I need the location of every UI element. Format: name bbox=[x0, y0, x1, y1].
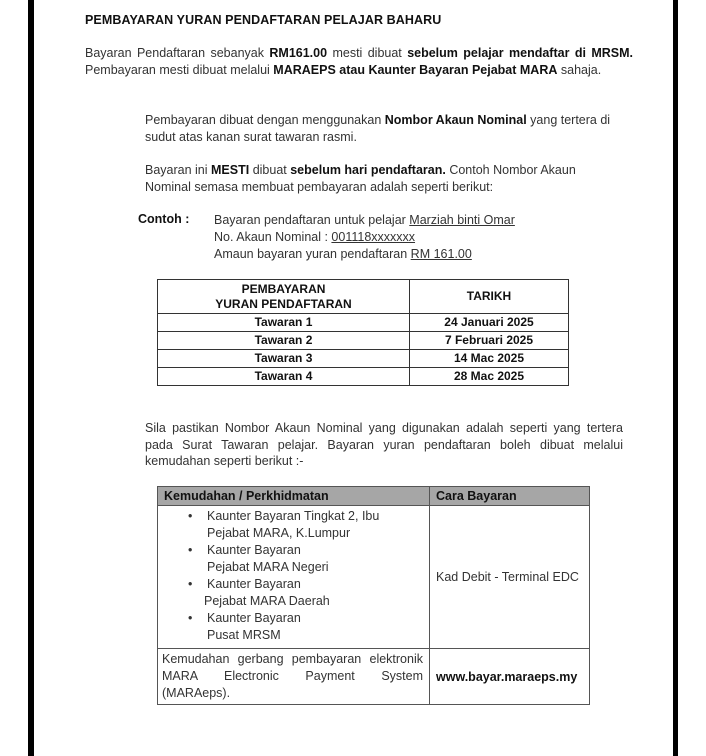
right-border-bar bbox=[673, 0, 678, 756]
example-text: No. Akaun Nominal : bbox=[214, 230, 332, 244]
date-cell: 24 Januari 2025 bbox=[410, 314, 569, 332]
paragraph-text: Pembayaran dibuat dengan menggunakan bbox=[145, 113, 385, 127]
header-text: YURAN PENDAFTARAN bbox=[215, 296, 352, 311]
payment-schedule-table bbox=[157, 279, 569, 386]
example-text: Amaun bayaran yuran pendaftaran bbox=[214, 247, 411, 261]
confirm-paragraph: Sila pastikan Nombor Akaun Nominal yang digunakan adalah seperti yang tertera pada Surat Tawaran pelajar. Bayaran yuran pendaftaran boleh dibuat melalui kemudahan seperti berikut :- bbox=[145, 421, 623, 468]
paragraph-emphasis: sebelum hari pendaftaran. bbox=[290, 163, 446, 177]
table-header-row bbox=[158, 280, 569, 314]
table-row bbox=[158, 649, 590, 705]
counters-cell bbox=[158, 506, 430, 649]
intro-paragraph bbox=[85, 45, 633, 78]
offer-cell: Tawaran 3 bbox=[158, 350, 410, 368]
table-row bbox=[158, 506, 590, 649]
counter-list bbox=[158, 506, 429, 648]
intro-text: mesti dibuat bbox=[327, 46, 408, 60]
date-cell: 14 Mac 2025 bbox=[410, 350, 569, 368]
paragraph-text: dibuat bbox=[249, 163, 291, 177]
table-row bbox=[158, 350, 569, 368]
bullet-icon: • bbox=[188, 577, 193, 591]
example-student-name: Marziah binti Omar bbox=[409, 213, 515, 227]
header-method: Cara Bayaran bbox=[430, 487, 590, 506]
bullet-icon: • bbox=[188, 611, 193, 625]
counter-location: Pejabat MARA, K.Lumpur bbox=[207, 526, 351, 540]
example-text: Bayaran pendaftaran untuk pelajar bbox=[214, 213, 410, 227]
list-item bbox=[158, 576, 429, 610]
offer-cell: Tawaran 2 bbox=[158, 332, 410, 350]
payment-facilities-table bbox=[157, 486, 590, 705]
counter-name: Kaunter Bayaran bbox=[207, 577, 301, 591]
date-cell: 28 Mac 2025 bbox=[410, 368, 569, 386]
intro-emphasis: sebelum pelajar mendaftar di MRSM. bbox=[407, 46, 633, 60]
deadline-paragraph bbox=[145, 162, 623, 195]
counter-method-cell: Kad Debit - Terminal EDC bbox=[430, 506, 590, 649]
paragraph-text: Bayaran ini bbox=[145, 163, 212, 177]
bullet-icon: • bbox=[188, 509, 193, 523]
nominal-account-paragraph bbox=[145, 112, 623, 145]
example-block bbox=[214, 212, 515, 263]
header-date: TARIKH bbox=[410, 280, 569, 314]
example-line-account bbox=[214, 229, 515, 246]
header-payment bbox=[158, 280, 410, 314]
list-item bbox=[158, 610, 429, 644]
table-row bbox=[158, 332, 569, 350]
table-row bbox=[158, 368, 569, 386]
counter-name: Kaunter Bayaran bbox=[207, 611, 301, 625]
header-text: PEMBAYARAN bbox=[241, 281, 326, 296]
paragraph-text: Contoh Nombor Akaun Nominal semasa membuat pembayaran adalah seperti berikut: bbox=[145, 163, 576, 194]
offer-cell: Tawaran 4 bbox=[158, 368, 410, 386]
left-border-bar bbox=[28, 0, 34, 756]
paragraph-emphasis: MESTI bbox=[211, 163, 250, 177]
counter-location: Pejabat MARA Daerah bbox=[204, 594, 330, 608]
counter-location: Pejabat MARA Negeri bbox=[207, 560, 329, 574]
counter-location: Pusat MRSM bbox=[207, 628, 281, 642]
table-row bbox=[158, 314, 569, 332]
example-amount: RM 161.00 bbox=[410, 247, 472, 261]
counter-name: Kaunter Bayaran Tingkat 2, Ibu bbox=[207, 509, 380, 523]
date-cell: 7 Februari 2025 bbox=[410, 332, 569, 350]
example-line-student bbox=[214, 212, 515, 229]
table-header-row bbox=[158, 487, 590, 506]
eps-url-link[interactable]: www.bayar.maraeps.my bbox=[430, 649, 590, 705]
document-title: PEMBAYARAN YURAN PENDAFTARAN PELAJAR BAHARU bbox=[85, 13, 442, 27]
intro-text: Bayaran Pendaftaran sebanyak bbox=[85, 46, 270, 60]
paragraph-text: yang tertera di sudut atas kanan surat tawaran rasmi. bbox=[145, 113, 611, 144]
example-account-number: 001118xxxxxxx bbox=[331, 230, 416, 244]
example-line-amount bbox=[214, 246, 515, 263]
intro-text: Pembayaran mesti dibuat melalui bbox=[85, 62, 274, 77]
header-facility: Kemudahan / Perkhidmatan bbox=[158, 487, 430, 506]
fee-amount: RM161.00 bbox=[269, 46, 328, 60]
example-label: Contoh : bbox=[138, 212, 190, 226]
paragraph-emphasis: Nombor Akaun Nominal bbox=[384, 113, 527, 127]
counter-name: Kaunter Bayaran bbox=[207, 543, 301, 557]
intro-text: sahaja. bbox=[557, 62, 602, 77]
offer-cell: Tawaran 1 bbox=[158, 314, 410, 332]
intro-emphasis: MARAEPS atau Kaunter Bayaran Pejabat MARA bbox=[273, 62, 558, 77]
bullet-icon: • bbox=[188, 543, 193, 557]
eps-description-cell: Kemudahan gerbang pembayaran elektronik MARA Electronic Payment System (MARAeps). bbox=[158, 649, 430, 705]
list-item bbox=[158, 508, 429, 542]
list-item bbox=[158, 542, 429, 576]
